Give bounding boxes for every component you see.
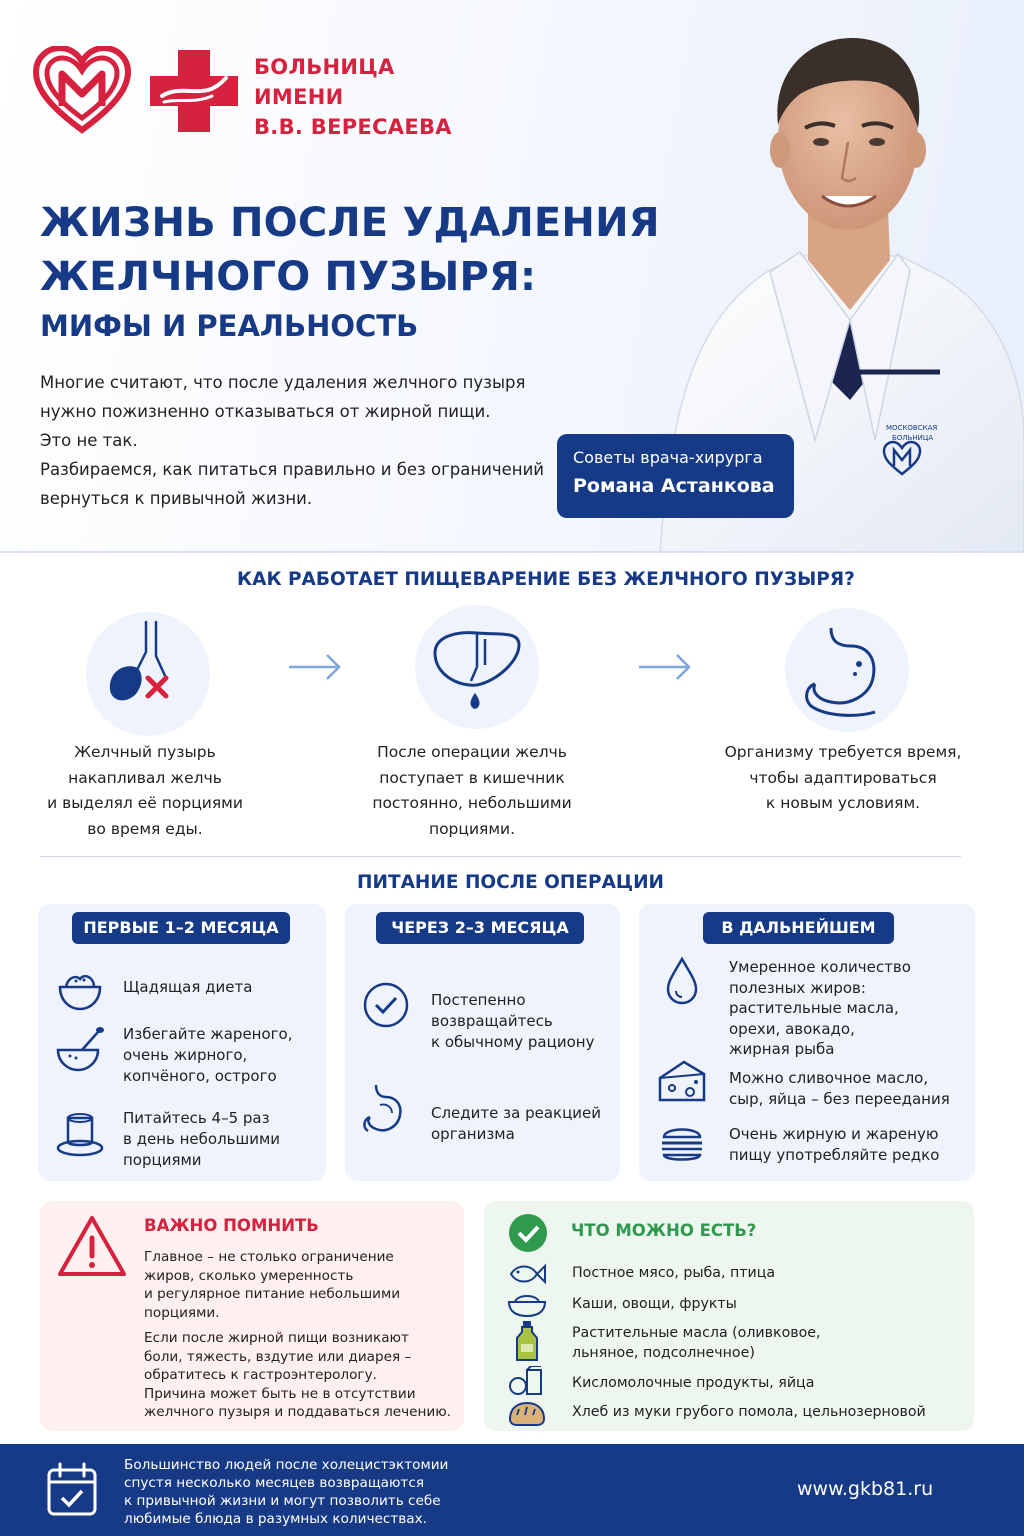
footer-line: к привычной жизни и могут позволить себе: [124, 1493, 441, 1509]
warning-icon: [56, 1214, 128, 1278]
item-line: очень жирного,: [123, 1046, 248, 1064]
card-item-text: [729, 1068, 950, 1110]
stomach-icon: [358, 1083, 410, 1135]
doctor-badge: [557, 434, 794, 518]
item-line: Избегайте жареного,: [123, 1025, 293, 1043]
badge-caption: Советы врача-хирурга: [573, 448, 763, 467]
card-item-text: [431, 1103, 601, 1145]
step-line: После операции желчь: [377, 743, 567, 761]
section-divider: [40, 856, 961, 857]
coat-logo-line: МОСКОВСКАЯ: [886, 424, 938, 432]
stomach-intestine-icon: [785, 608, 909, 732]
item-line: сыр, яйца – без переедания: [729, 1090, 950, 1108]
header-section: [0, 0, 1024, 553]
step-line: поступает в кишечник: [379, 768, 565, 787]
cheese-icon: [656, 1056, 708, 1108]
bowl-porridge-icon: [54, 963, 106, 1015]
footer-line: Большинство людей после холецистэктомии: [124, 1457, 449, 1473]
para-line: обратитесь к гастроэнтерологу.: [144, 1367, 377, 1383]
footer-line: спустя несколько месяцев возвращаются: [124, 1475, 424, 1491]
item-line: пищу употребляйте редко: [729, 1146, 940, 1164]
intro-line: Разбираемся, как питаться правильно и без ограничений: [40, 460, 545, 479]
title-line: ЖИЗНЬ ПОСЛЕ УДАЛЕНИЯ: [40, 200, 660, 246]
item-line: Щадящая диета: [123, 978, 253, 996]
para-line: Причина может быть не в отсутствии: [144, 1385, 416, 1402]
item-line: Умеренное количество: [729, 958, 911, 976]
hospital-name-line: БОЛЬНИЦА: [254, 55, 395, 79]
calendar-check-icon: [46, 1462, 98, 1518]
item-line: льняное, подсолнечное): [572, 1344, 755, 1361]
can-eat-item: [572, 1374, 814, 1394]
intro-text: [40, 368, 560, 513]
step-line: Желчный пузырь: [74, 743, 216, 761]
dairy-icon: [507, 1366, 547, 1396]
page-subtitle: МИФЫ И РЕАЛЬНОСТЬ: [40, 309, 419, 343]
card-label: ПЕРВЫЕ 1–2 МЕСЯЦА: [72, 912, 290, 944]
check-badge-icon: [508, 1213, 548, 1253]
important-title: ВАЖНО ПОМНИТЬ: [144, 1216, 319, 1235]
fish-icon: [507, 1260, 547, 1288]
nutrition-heading: ПИТАНИЕ ПОСЛЕ ОПЕРАЦИИ: [357, 872, 665, 893]
digestion-heading: КАК РАБОТАЕТ ПИЩЕВАРЕНИЕ БЕЗ ЖЕЛЧНОГО ПУЗЫРЯ?: [237, 569, 855, 590]
digestion-step: [712, 740, 974, 817]
item-line: Каши, овощи, фрукты: [572, 1296, 737, 1312]
intro-line: нужно пожизненно отказываться от жирной пищи.: [40, 402, 491, 421]
gallbladder-removed-icon: [86, 612, 210, 736]
item-line: копчёного, острого: [123, 1067, 277, 1085]
burger-icon: [656, 1117, 708, 1169]
para-line: Если после жирной пищи возникают: [144, 1330, 409, 1346]
liver-bile-drop-icon: [415, 605, 539, 729]
hospital-heart-logo: [32, 46, 132, 134]
item-line: Растительные масла (оливковое,: [572, 1325, 821, 1341]
item-line: Можно сливочное масло,: [729, 1069, 929, 1087]
digestion-step: [362, 740, 582, 842]
hospital-name-line: ИМЕНИ: [254, 85, 344, 109]
arrow-right-icon: [287, 652, 343, 682]
step-line: накапливал желчь: [68, 768, 222, 787]
card-item-text: [431, 990, 594, 1053]
check-circle-icon: [360, 979, 412, 1031]
footer-line: любимые блюда в разумных количествах.: [124, 1511, 427, 1527]
step-line: Организму требуется время,: [724, 743, 962, 761]
cup-plate-icon: [54, 1108, 106, 1160]
badge-doctor-name: Романа Астанкова: [573, 475, 775, 497]
intro-line: вернуться к привычной жизни.: [40, 489, 313, 508]
item-line: к обычному рациону: [431, 1033, 595, 1051]
arrow-right-icon: [637, 652, 693, 682]
can-eat-title: ЧТО МОЖНО ЕСТЬ?: [571, 1221, 757, 1240]
item-line: Постепенно: [431, 991, 526, 1009]
item-line: Питайтесь 4–5 раз: [123, 1109, 270, 1127]
step-line: и выделял её порциями: [47, 794, 243, 812]
oil-bottle-icon: [513, 1320, 541, 1362]
card-item-text: [123, 1024, 293, 1087]
bowl-icon: [507, 1290, 547, 1318]
para-line: желчного пузыря и поддаваться лечению.: [144, 1404, 452, 1420]
hospital-cross-logo: [150, 50, 238, 132]
footer-text: [124, 1456, 448, 1528]
card-item-text: [729, 957, 911, 1060]
card-item-text: [729, 1124, 939, 1166]
para-line: Главное – не столько ограничение: [144, 1249, 394, 1265]
card-label: ЧЕРЕЗ 2–3 МЕСЯЦА: [376, 912, 584, 944]
oil-drop-icon: [656, 955, 708, 1007]
can-eat-item: [572, 1403, 926, 1423]
item-line: организма: [431, 1125, 515, 1143]
para-line: порциями.: [144, 1304, 220, 1321]
item-line: Постное мясо, рыба, птица: [572, 1265, 776, 1281]
para-line: боли, тяжесть, вздутие или диарея –: [144, 1348, 412, 1365]
para-line: жиров, сколько умеренность: [144, 1267, 354, 1284]
important-paragraph: [144, 1248, 400, 1322]
hospital-name-line: В.В. ВЕРЕСАЕВА: [254, 115, 452, 139]
bowl-spoon-icon: [54, 1024, 106, 1076]
item-line: Следите за реакцией: [431, 1104, 602, 1122]
item-line: полезных жиров:: [729, 978, 866, 997]
item-line: орехи, авокадо,: [729, 1019, 855, 1038]
para-line: и регулярное питание небольшими: [144, 1286, 401, 1302]
hospital-name: [254, 52, 454, 142]
intro-line: Многие считают, что после удаления желчного пузыря: [40, 373, 526, 392]
item-line: Очень жирную и жареную: [729, 1125, 939, 1143]
title-line: ЖЕЛЧНОГО ПУЗЫРЯ:: [40, 254, 537, 300]
website-link[interactable]: www.gkb81.ru: [797, 1478, 934, 1500]
bread-icon: [507, 1399, 547, 1427]
step-line: порциями.: [428, 819, 516, 838]
can-eat-item: [572, 1264, 775, 1284]
coat-logo-line: БОЛЬНИЦА: [892, 434, 934, 442]
step-line: во время еды.: [87, 819, 203, 838]
card-item-text: [123, 1108, 280, 1171]
can-eat-item: [572, 1295, 737, 1315]
page-title: [40, 196, 660, 304]
step-line: к новым условиям.: [765, 794, 921, 812]
digestion-step: [40, 740, 250, 842]
step-line: постоянно, небольшими: [372, 794, 572, 812]
item-line: возвращайтесь: [431, 1012, 553, 1030]
can-eat-item: [572, 1324, 821, 1363]
item-line: порциями: [123, 1151, 202, 1169]
item-line: Хлеб из муки грубого помола, цельнозерновой: [572, 1404, 926, 1420]
item-line: Кисломолочные продукты, яйца: [572, 1375, 815, 1391]
footer: [0, 1444, 1024, 1536]
item-line: растительные масла,: [729, 999, 899, 1017]
card-label: В ДАЛЬНЕЙШЕМ: [703, 912, 894, 944]
item-line: в день небольшими: [123, 1130, 281, 1148]
important-paragraph: [144, 1329, 451, 1422]
intro-line: Это не так.: [40, 431, 138, 450]
item-line: жирная рыба: [729, 1040, 835, 1058]
card-item-text: [123, 977, 252, 998]
step-line: чтобы адаптироваться: [749, 768, 937, 787]
